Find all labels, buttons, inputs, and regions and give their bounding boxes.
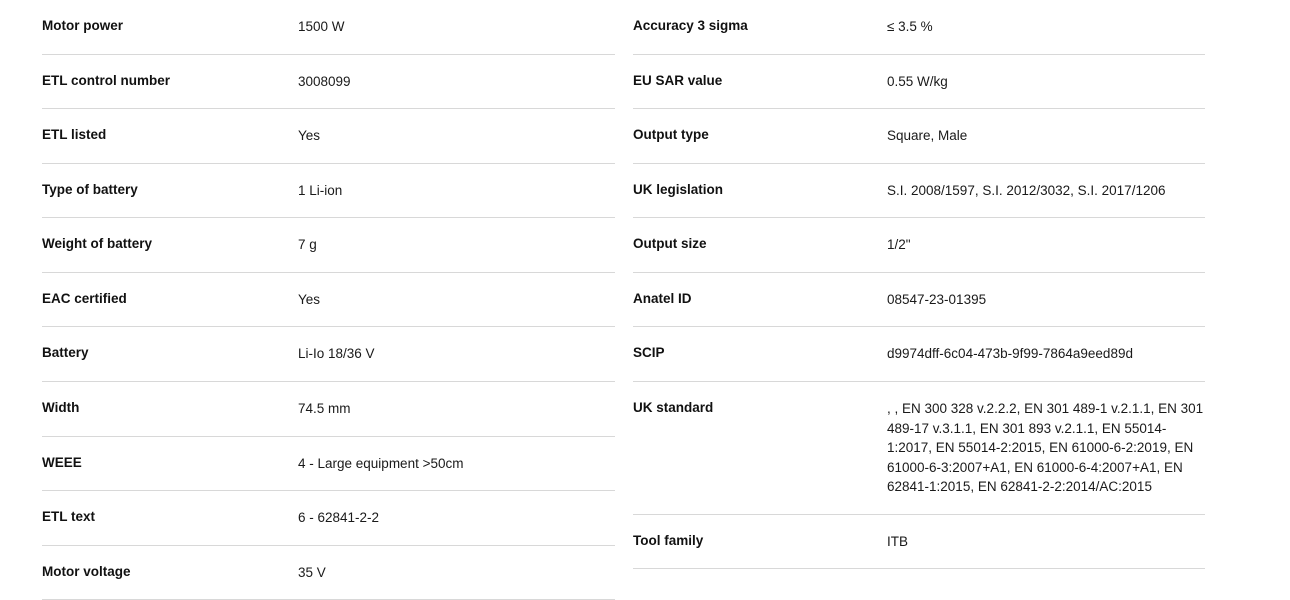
- spec-value: , , EN 300 328 v.2.2.2, EN 301 489-1 v.2.1.1, EN 301 489-17 v.3.1.1, EN 301 893 v.2.1.1, EN 55014-1:2017, EN 55014-2:2015, EN 61000-6-2:2019, EN 61000-6-3:2007+A1, EN 61000-6-4:2007+A1, EN 62841-1:2015, EN 62841-2-2:2014/AC:2015: [887, 400, 1204, 495]
- table-row: [633, 327, 1205, 382]
- spec-label: Motor voltage: [42, 563, 131, 579]
- table-row: [633, 218, 1205, 273]
- spec-value: ITB: [887, 533, 909, 549]
- spec-label: UK standard: [633, 399, 714, 415]
- spec-label: Output size: [633, 236, 707, 252]
- table-row: [633, 382, 1205, 515]
- spec-label: ETL control number: [42, 72, 171, 88]
- spec-label: Width: [42, 399, 80, 415]
- table-row: [633, 515, 1205, 570]
- spec-value: 4 - Large equipment >50cm: [298, 455, 464, 471]
- spec-label: Accuracy 3 sigma: [633, 18, 748, 33]
- spec-value: Li-Io 18/36 V: [298, 346, 375, 362]
- spec-value: 6 - 62841-2-2: [298, 510, 380, 526]
- spec-value: 1/2": [887, 237, 911, 253]
- spec-value: 35 V: [298, 564, 326, 580]
- spec-label: WEEE: [42, 454, 82, 470]
- spec-value: 1 Li-ion: [298, 182, 343, 198]
- spec-label: Weight of battery: [42, 236, 153, 252]
- spec-label: ETL listed: [42, 127, 107, 143]
- spec-value: Yes: [298, 128, 321, 144]
- spec-value: Square, Male: [887, 128, 968, 144]
- spec-label: SCIP: [633, 345, 665, 361]
- table-row: [633, 109, 1205, 164]
- table-row: [633, 0, 1205, 55]
- spec-value: 08547-23-01395: [887, 291, 987, 307]
- spec-label: EU SAR value: [633, 72, 723, 88]
- spec-value: 1500 W: [298, 19, 345, 34]
- spec-value: 0.55 W/kg: [887, 73, 948, 89]
- spec-value: d9974dff-6c04-473b-9f99-7864a9eed89d: [887, 346, 1133, 362]
- table-row: [633, 273, 1205, 328]
- spec-value: S.I. 2008/1597, S.I. 2012/3032, S.I. 2017/1206: [887, 182, 1166, 198]
- spec-label: EAC certified: [42, 290, 127, 306]
- spec-label: Type of battery: [42, 181, 138, 197]
- spec-label: Motor power: [42, 18, 123, 33]
- spec-value: Yes: [298, 291, 321, 307]
- table-row: [633, 164, 1205, 219]
- spec-label: Anatel ID: [633, 290, 692, 306]
- spec-label: Tool family: [633, 532, 704, 548]
- table-row: [633, 55, 1205, 110]
- spec-label: Output type: [633, 127, 709, 143]
- spec-value: 74.5 mm: [298, 400, 351, 416]
- spec-value: 3008099: [298, 73, 351, 89]
- spec-value: ≤ 3.5 %: [887, 19, 933, 34]
- spec-label: UK legislation: [633, 181, 724, 197]
- spec-label: ETL text: [42, 509, 96, 525]
- spec-value: 7 g: [298, 237, 317, 253]
- spec-label: Battery: [42, 345, 89, 361]
